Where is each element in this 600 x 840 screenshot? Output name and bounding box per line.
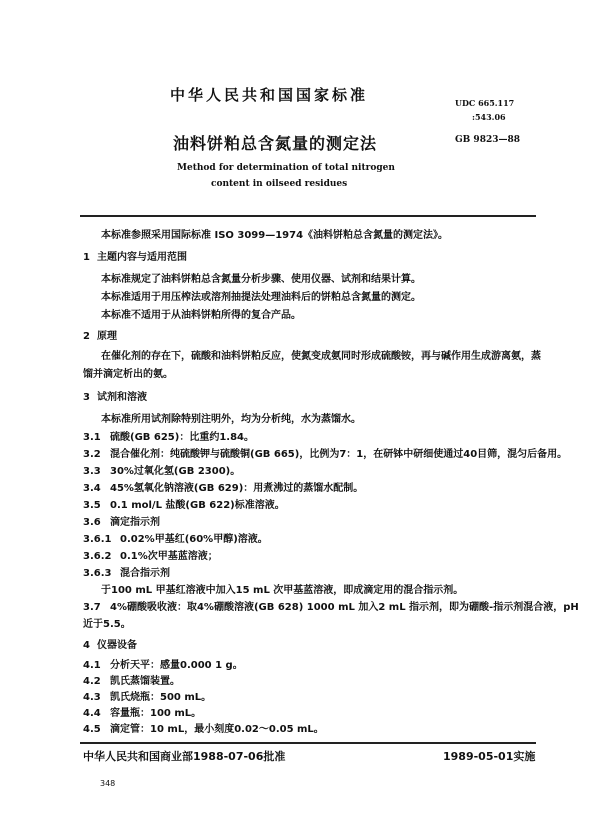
item-number: 3.1: [83, 432, 101, 443]
english-title-1: Method for determination of total nitrogen: [177, 163, 395, 173]
section-number: 2: [83, 331, 90, 342]
item-text: 45%氢氧化钠溶液(GB 629)：用煮沸过的蒸馏水配制。: [110, 483, 364, 494]
paragraph-cont: 近于5.5。: [83, 619, 131, 630]
item-text: 滴定管：10 mL，最小刻度0.02～0.05 mL。: [110, 724, 324, 735]
paragraph: 本标准适用于用压榨法或溶剂抽提法处理油料后的饼粕总含氮量的测定。: [101, 292, 421, 303]
section-title: 原理: [97, 331, 117, 342]
item-text: 凯氏蒸馏装置。: [110, 676, 180, 687]
section-title: 试剂和溶液: [97, 392, 147, 403]
section-number: 3: [83, 392, 90, 403]
standard-number: GB 9823—88: [455, 135, 520, 145]
document-title: 油料饼粕总含氮量的测定法: [173, 134, 378, 153]
item-text: 容量瓶：100 mL。: [110, 708, 202, 719]
paragraph: 本标准所用试剂除特别注明外，均为分析纯，水为蒸馏水。: [101, 414, 361, 425]
item-number: 4.4: [83, 708, 101, 719]
item-number: 3.6.2: [83, 551, 112, 562]
section-number: 4: [83, 640, 90, 651]
item-number: 3.7: [83, 602, 101, 613]
paragraph-cont: 馏并滴定析出的氨。: [83, 369, 173, 380]
implementation-date: 1989-05-01实施: [443, 750, 536, 763]
section-title: 仪器设备: [97, 640, 137, 651]
item-number: 3.5: [83, 500, 101, 511]
item-number: 3.2: [83, 449, 101, 460]
item-number: 4.5: [83, 724, 101, 735]
national-standard-heading: 中华人民共和国国家标准: [170, 86, 369, 104]
approval-date: 中华人民共和国商业部1988-07-06批准: [83, 750, 286, 763]
item-number: 4.3: [83, 692, 101, 703]
item-text: 分析天平：感量0.000 1 g。: [110, 660, 243, 671]
paragraph: 本标准规定了油料饼粕总含氮量分析步骤、使用仪器、试剂和结果计算。: [101, 274, 421, 285]
item-text: 混合指示剂: [120, 568, 170, 579]
paragraph: 在催化剂的存在下，硫酸和油料饼粕反应，使氮变成氨同时形成硫酸铵，再与碱作用生成游离氨，蒸: [101, 351, 541, 362]
item-text: 滴定指示剂: [110, 517, 160, 528]
item-text: 硫酸(GB 625)：比重约1.84。: [110, 432, 254, 443]
item-text: 0.1 mol/L 盐酸(GB 622)标准溶液。: [110, 500, 285, 511]
item-text: 0.1%次甲基蓝溶液；: [120, 551, 218, 562]
item-text: 0.02%甲基红(60%甲醇)溶液。: [120, 534, 268, 545]
section-title: 主题内容与适用范围: [97, 252, 187, 263]
item-number: 3.6: [83, 517, 101, 528]
header-rule: [80, 215, 536, 217]
item-number: 4.2: [83, 676, 101, 687]
item-text: 4%硼酸吸收液：取4%硼酸溶液(GB 628) 1000 mL 加入2 mL 指示剂，即为硼酸-指示剂混合液，pH: [110, 602, 579, 613]
item-number: 3.4: [83, 483, 101, 494]
section-number: 1: [83, 252, 90, 263]
item-text: 凯氏烧瓶：500 mL。: [110, 692, 212, 703]
page-number: 348: [100, 779, 116, 788]
item-number: 3.6.1: [83, 534, 112, 545]
item-text: 30%过氧化氢(GB 2300)。: [110, 466, 241, 477]
udc-code-2: :543.06: [472, 112, 506, 122]
english-title-2: content in oilseed residues: [211, 179, 348, 189]
intro-text: 本标准参照采用国际标准 ISO 3099—1974《油料饼粕总含氮量的测定法》。: [101, 230, 449, 241]
item-text: 混合催化剂：纯硫酸钾与硫酸铜(GB 665)，比例为7：1，在研钵中研细使通过40目筛，混匀后备用。: [110, 449, 568, 460]
item-number: 4.1: [83, 660, 101, 671]
paragraph: 于100 mL 甲基红溶液中加入15 mL 次甲基蓝溶液，即成滴定用的混合指示剂。: [101, 585, 464, 596]
paragraph: 本标准不适用于从油料饼粕所得的复合产品。: [101, 310, 301, 321]
item-number: 3.6.3: [83, 568, 112, 579]
udc-code: UDC 665.117: [455, 98, 515, 108]
footer-rule: [80, 742, 536, 744]
item-number: 3.3: [83, 466, 101, 477]
